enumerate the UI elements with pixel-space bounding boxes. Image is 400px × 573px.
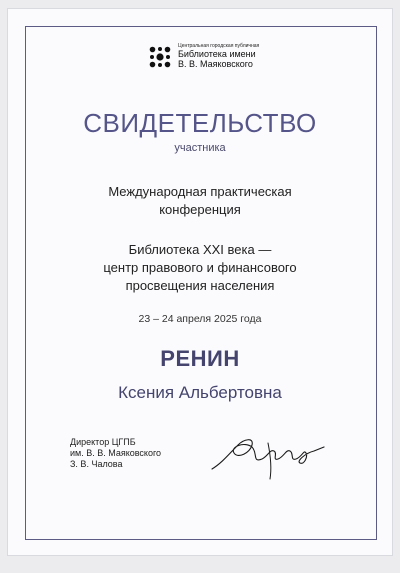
participant-given-names: Ксения Альбертовна <box>118 383 282 402</box>
signatory-name: З. В. Чалова <box>70 459 123 469</box>
signatory-title: Директор ЦГПБ <box>70 437 136 447</box>
library-logo-icon <box>149 46 171 68</box>
handwritten-signature <box>208 423 328 483</box>
signatory-institution: им. В. В. Маяковского <box>70 448 162 458</box>
conference-name <box>8 183 392 219</box>
logo-name-line1: Библиотека имени <box>178 49 256 59</box>
conference-topic <box>8 241 392 295</box>
topic-line: Библиотека XXI века — <box>128 242 272 257</box>
signatory-block <box>70 437 161 470</box>
topic-line: центр правового и финансового <box>103 260 297 275</box>
logo-name-line2: В. В. Маяковского <box>178 59 253 69</box>
certificate-page <box>7 8 393 556</box>
library-logo <box>149 44 279 72</box>
certificate-subtitle: участника <box>174 142 226 154</box>
conference-line: Международная практическая <box>108 184 292 199</box>
logo-caption: Центральная городская публичная <box>178 43 260 49</box>
topic-line: просвещения населения <box>125 278 275 293</box>
conference-dates: 23 – 24 апреля 2025 года <box>138 313 262 325</box>
certificate-title: СВИДЕТЕЛЬСТВО <box>83 108 317 138</box>
participant-surname: РЕНИН <box>160 346 240 371</box>
conference-line: конференция <box>159 202 241 217</box>
